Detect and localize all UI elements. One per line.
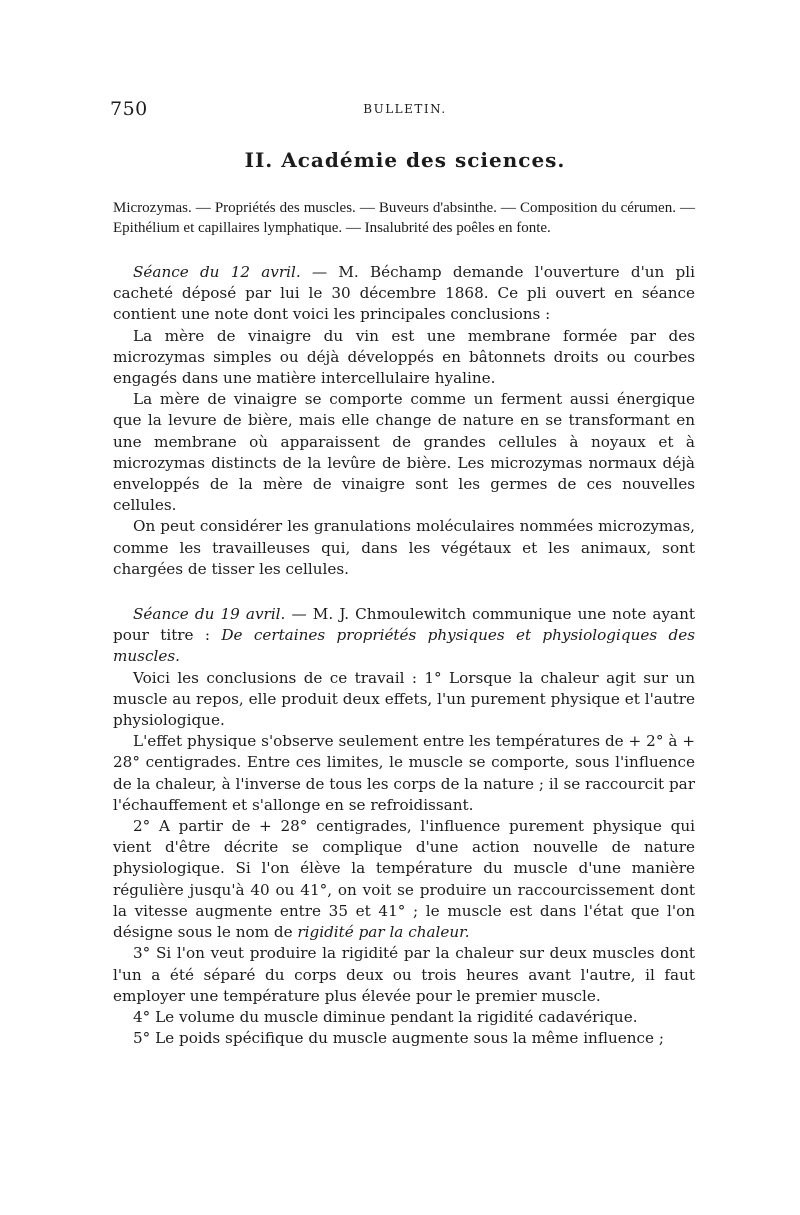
- section-summary: Microzymas. — Propriétés des muscles. — Buveurs d'absinthe. — Composition du cérumen. — Epithélium et capillaires lymphatique. — Insalubrité des poêles en fonte.: [113, 200, 695, 236]
- session1-intro: — M. Béchamp demande l'ouverture d'un pli cacheté déposé par lui le 30 décembre 1868. Ce pli ouvert en séance contient une note dont voici les principales conclusions :: [113, 263, 695, 324]
- session1-paragraph-2: La mère de vinaigre du vin est une membrane formée par des microzymas simples ou déjà développés en bâtonnets droits ou courbes engagés dans une matière intercellulaire hyaline.: [113, 326, 695, 388]
- page-header: [110, 98, 700, 122]
- session-separator: [113, 580, 695, 604]
- session2-paragraph-2: Voici les conclusions de ce travail : 1° Lorsque la chaleur agit sur un muscle au repos, elle produit deux effets, l'un purement physique et l'autre physiologique.: [113, 668, 695, 730]
- session2-intro: — M. J. Chmoulewitch communique une note ayant pour titre :: [113, 605, 695, 645]
- session2-note-title: De certaines propriétés physiques et physiologiques des muscles.: [113, 626, 695, 666]
- session1-paragraph-1: [113, 262, 695, 326]
- session1-date: Séance du 12 avril.: [133, 263, 301, 281]
- session1-paragraph-3: La mère de vinaigre se comporte comme un ferment aussi énergique que la levure de bière, mais elle change de nature en se transformant en une membrane où apparaissent de grandes cellules à noyaux et à microzymas distincts de la levûre de bière. Les microzymas normaux déjà enveloppés de la mère de vinaigre sont les germes de ces nouvelles cellules.: [113, 390, 695, 515]
- article-body: [113, 262, 695, 1049]
- session2-paragraph-5: 3° Si l'on veut produire la rigidité par la chaleur sur deux muscles dont l'un a été séparé du corps deux ou trois heures avant l'autre, il faut employer une température plus élevée pour le premier muscle.: [113, 944, 695, 1005]
- running-head: BULLETIN.: [363, 102, 447, 116]
- session2-paragraph-4-text: 2° A partir de + 28° centigrades, l'influence purement physique qui vient d'être décrite se complique d'une action nouvelle de nature physiologique. Si l'on élève la température du muscle d'une manière régulière jusqu'à 40 ou 41°, on voit se produire un raccourcissement dont la vitesse augmente entre 35 et 41° ; le muscle est dans l'état que l'on désigne sous le nom de: [113, 817, 695, 942]
- session2-paragraph-7: 5° Le poids spécifique du muscle augmente sous la même influence ;: [133, 1029, 664, 1048]
- session2-paragraph-6: 4° Le volume du muscle diminue pendant la rigidité cadavérique.: [133, 1007, 638, 1026]
- session2-date: Séance du 19 avril.: [133, 605, 286, 624]
- session2-paragraph-3: L'effet physique s'observe seulement entre les températures de + 2° à + 28° centigrades. Entre ces limites, le muscle se comporte, sous l'influence de la chaleur, à l'inverse de tous les corps de la nature ; il se raccourcit par l'échauffement et s'allonge en se refroidissant.: [113, 732, 695, 814]
- session2-paragraph-1: [113, 604, 695, 668]
- session1-paragraph-4: On peut considérer les granulations moléculaires nommées microzymas, comme les travailleuses qui, dans les végétaux et les animaux, sont chargées de tisser les cellules.: [113, 517, 695, 578]
- section-title: II. Académie des sciences.: [244, 148, 566, 172]
- page-number: 750: [110, 98, 148, 120]
- rigidity-term: rigidité par la chaleur.: [297, 923, 470, 942]
- session2-paragraph-4: [113, 816, 695, 943]
